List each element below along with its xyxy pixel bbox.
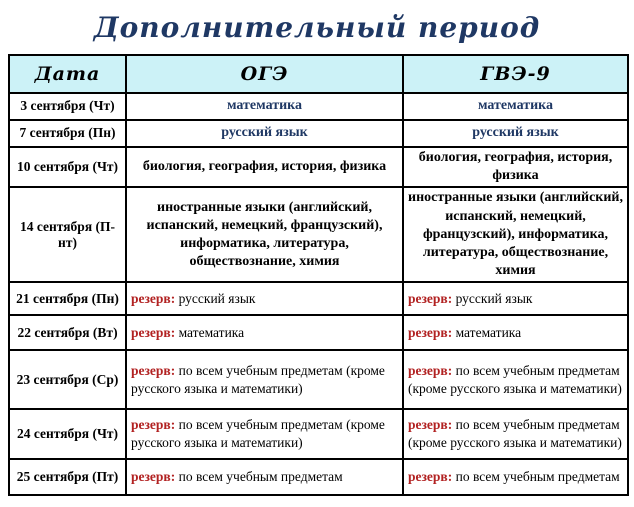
reserve-text: по всем учебным предметам (кроме русского языка и математики) [408,362,622,396]
reserve-label: резерв: [131,362,176,378]
gve-cell [403,409,628,459]
header-row [9,55,628,93]
gve-cell: иностранные языки (английский, испанский, немецкий, французский), информатика, литература, обществознание, химия [403,187,628,282]
reserve-label: резерв: [408,290,453,306]
gve-cell [403,350,628,409]
reserve-label: резерв: [408,469,453,485]
table-row [9,315,628,350]
title-bar [0,0,634,54]
exam-schedule-table [8,54,629,496]
reserve-text: по всем учебным предметам (кроме русского языка и математики) [408,417,622,451]
oge-cell [126,409,403,459]
oge-cell: русский язык [126,120,403,147]
date-cell: 24 сентября (Чт) [9,409,126,459]
oge-cell [126,350,403,409]
reserve-text: математика [455,324,522,340]
reserve-text: русский язык [455,290,533,306]
table-row [9,187,628,282]
date-cell: 10 сентября (Чт) [9,147,126,187]
reserve-label: резерв: [131,324,176,340]
date-cell: 21 сентября (Пн) [9,282,126,315]
gve-cell [403,282,628,315]
oge-cell: иностранные языки (английский, испанский, немецкий, французский), информатика, литература, обществознание, химия [126,187,403,282]
gve-cell: русский язык [403,120,628,147]
date-cell: 3 сентября (Чт) [9,93,126,120]
reserve-label: резерв: [408,417,453,433]
reserve-text: русский язык [178,290,256,306]
reserve-text: математика [178,324,245,340]
header-gve9: ГВЭ-9 [403,55,628,93]
oge-cell [126,315,403,350]
table-row [9,282,628,315]
gve-cell: математика [403,93,628,120]
date-cell: 7 сентября (Пн) [9,120,126,147]
reserve-label: резерв: [408,362,453,378]
reserve-text: по всем учебным предметам (кроме русского языка и математики) [131,362,385,396]
table-row [9,147,628,187]
reserve-text: по всем учебным предметам [178,469,343,485]
date-cell: 25 сентября (Пт) [9,459,126,495]
date-cell: 23 сентября (Ср) [9,350,126,409]
oge-cell [126,459,403,495]
table-row [9,350,628,409]
date-cell: 14 сентября (П-нт) [9,187,126,282]
date-cell: 22 сентября (Вт) [9,315,126,350]
reserve-label: резерв: [131,469,176,485]
oge-cell: биология, география, история, физика [126,147,403,187]
oge-cell [126,282,403,315]
reserve-text: по всем учебным предметам [455,469,620,485]
reserve-label: резерв: [131,290,176,306]
gve-cell: биология, география, история, физика [403,147,628,187]
reserve-label: резерв: [131,417,176,433]
table-row [9,459,628,495]
gve-cell [403,459,628,495]
reserve-text: по всем учебным предметам (кроме русского языка и математики) [131,417,385,451]
oge-cell: математика [126,93,403,120]
header-oge: ОГЭ [126,55,403,93]
page-title: Дополнительный период [93,10,541,44]
table-row [9,120,628,147]
table-row [9,409,628,459]
gve-cell [403,315,628,350]
reserve-label: резерв: [408,324,453,340]
table-row [9,93,628,120]
header-date: Дата [9,55,126,93]
